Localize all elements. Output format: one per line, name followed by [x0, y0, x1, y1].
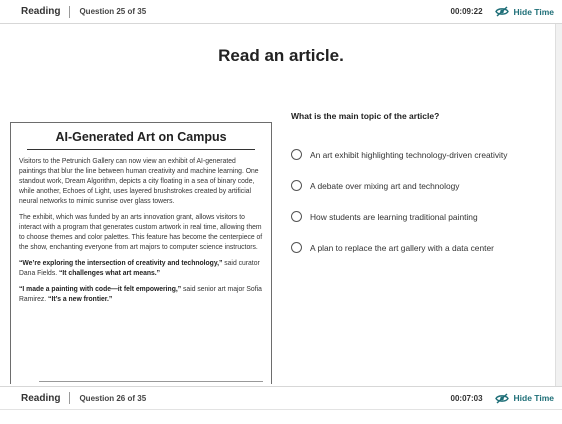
answer-choice-a[interactable] [291, 139, 546, 170]
answer-choices [291, 139, 546, 263]
choice-label: A debate over mixing art and technology [310, 180, 460, 191]
section-label: Reading [21, 6, 61, 17]
quote-follow: “It challenges what art means.” [58, 268, 161, 277]
timer: 00:07:03 [450, 393, 483, 403]
answer-choice-b[interactable] [291, 170, 546, 201]
radio-button[interactable] [291, 180, 302, 191]
scrollbar-track[interactable] [555, 24, 562, 386]
section-label: Reading [21, 392, 61, 404]
hide-time-button[interactable] [495, 6, 554, 17]
article-title: AI-Generated Art on Campus [27, 130, 255, 150]
quote-text: “I made a painting with code—it felt empowering,” [19, 284, 182, 293]
answer-choice-d[interactable] [291, 232, 546, 263]
bottom-status-bar [0, 386, 562, 410]
quote-attribution: said curator Dana Fields. [19, 258, 260, 277]
divider [39, 381, 263, 382]
article-quote [19, 284, 264, 304]
top-status-bar [0, 0, 562, 24]
radio-button[interactable] [291, 149, 302, 160]
answer-choice-c[interactable] [291, 201, 546, 232]
quote-text: “We’re exploring the intersection of creativity and technology,” [19, 258, 223, 267]
divider [69, 392, 70, 404]
quote-attribution: said senior art major Sofia Ramirez. [19, 284, 262, 303]
page-title: Read an article. [218, 46, 344, 65]
timer: 00:09:22 [450, 7, 483, 16]
divider [69, 6, 70, 18]
hide-time-button[interactable] [495, 393, 554, 404]
choice-label: An art exhibit highlighting technology-driven creativity [310, 149, 508, 160]
choice-label: A plan to replace the art gallery with a data center [310, 242, 494, 253]
hide-time-label: Hide Time [513, 6, 554, 17]
choice-label: How students are learning traditional painting [310, 211, 478, 222]
radio-button[interactable] [291, 242, 302, 253]
question-prompt: What is the main topic of the article? [291, 111, 440, 121]
article-paragraph: The exhibit, which was funded by an arts innovation grant, allows visitors to interact with a program that generates custom artwork in real time, allowing them to choose themes and color palettes. This feature has become the centerpiece of the show, enchanting everyone from art majors to computer science instructors. [19, 212, 263, 251]
article-paragraph: Visitors to the Petrunich Gallery can now view an exhibit of AI-generated paintings that blur the line between human creativity and machine learning. One standout work, Dream Algorithm, depicts a city floating in a sea of binary code, while another, Echoes of Light, uses layered brushstrokes created by artificial neural networks to mimic sunrise over glass towers. [19, 156, 259, 205]
question-counter: Question 25 of 35 [79, 7, 147, 16]
hide-time-label: Hide Time [513, 393, 554, 403]
eye-slash-icon [495, 6, 509, 17]
question-counter: Question 26 of 35 [79, 393, 147, 403]
article-quote [19, 258, 264, 278]
article-panel [10, 122, 272, 384]
eye-slash-icon [495, 393, 509, 404]
quote-follow: “It’s a new frontier.” [48, 294, 113, 303]
radio-button[interactable] [291, 211, 302, 222]
